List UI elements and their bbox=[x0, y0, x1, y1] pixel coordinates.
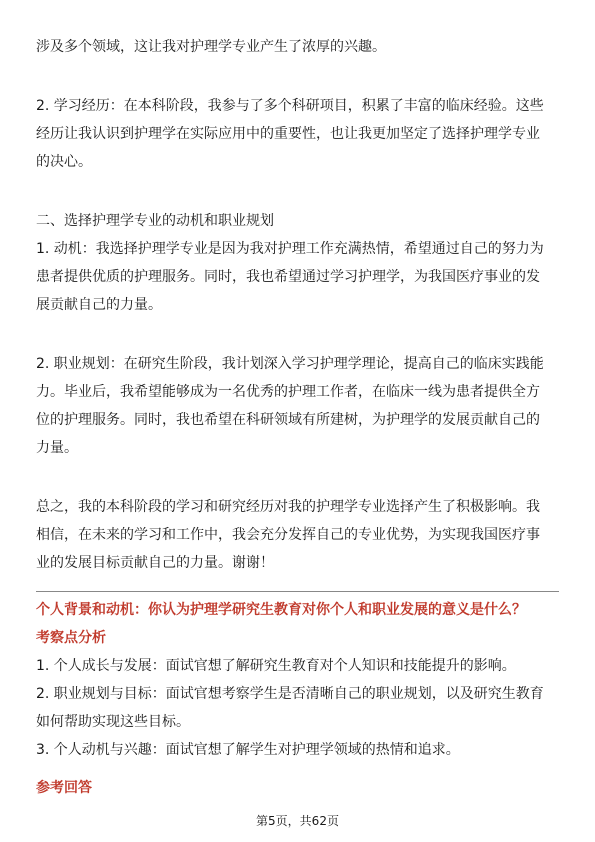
answer-heading: 参考回答 bbox=[36, 780, 92, 796]
body-paragraph-line: 患者提供优质的护理服务。同时，我也希望通过学习护理学，为我国医疗事业的发 bbox=[36, 269, 540, 285]
analysis-point: 1. 个人成长与发展：面试官想了解研究生教育对个人知识和技能提升的影响。 bbox=[36, 658, 516, 674]
body-paragraph-line: 业的发展目标贡献自己的力量。谢谢！ bbox=[36, 555, 274, 571]
body-paragraph-line: 1. 动机：我选择护理学专业是因为我对护理工作充满热情，希望通过自己的努力为 bbox=[36, 241, 544, 257]
body-paragraph-line: 相信，在未来的学习和工作中，我会充分发挥自己的专业优势，为实现我国医疗事 bbox=[36, 527, 540, 543]
body-paragraph-line: 力量。 bbox=[36, 440, 78, 456]
body-paragraph-line: 位的护理服务。同时，我也希望在科研领域有所建树，为护理学的发展贡献自己的 bbox=[36, 412, 540, 428]
analysis-heading: 考察点分析 bbox=[36, 630, 106, 646]
body-paragraph-line: 展贡献自己的力量。 bbox=[36, 297, 162, 313]
analysis-point: 3. 个人动机与兴趣：面试官想了解学生对护理学领域的热情和追求。 bbox=[36, 742, 460, 758]
question-title: 个人背景和动机：你认为护理学研究生教育对你个人和职业发展的意义是什么？ bbox=[36, 602, 526, 618]
body-paragraph-line: 力。毕业后，我希望能够成为一名优秀的护理工作者，在临床一线为患者提供全方 bbox=[36, 384, 540, 400]
body-paragraph-line: 2. 职业规划：在研究生阶段，我计划深入学习护理学理论，提高自己的临床实践能 bbox=[36, 356, 544, 372]
body-paragraph-line: 总之，我的本科阶段的学习和研究经历对我的护理学专业选择产生了积极影响。我 bbox=[36, 499, 540, 515]
page-number: 第5页，共62页 bbox=[256, 814, 339, 828]
body-paragraph-line: 2. 学习经历：在本科阶段，我参与了多个科研项目，积累了丰富的临床经验。这些 bbox=[36, 98, 544, 114]
analysis-point: 2. 职业规划与目标：面试官想考察学生是否清晰自己的职业规划，以及研究生教育 bbox=[36, 686, 544, 702]
body-paragraph-line: 的决心。 bbox=[36, 154, 92, 170]
section-heading: 二、选择护理学专业的动机和职业规划 bbox=[36, 213, 274, 229]
analysis-point: 如何帮助实现这些目标。 bbox=[36, 714, 190, 730]
section-divider bbox=[36, 591, 559, 592]
body-paragraph-line: 涉及多个领域，这让我对护理学专业产生了浓厚的兴趣。 bbox=[36, 39, 386, 55]
body-paragraph-line: 经历让我认识到护理学在实际应用中的重要性，也让我更加坚定了选择护理学专业 bbox=[36, 126, 540, 142]
